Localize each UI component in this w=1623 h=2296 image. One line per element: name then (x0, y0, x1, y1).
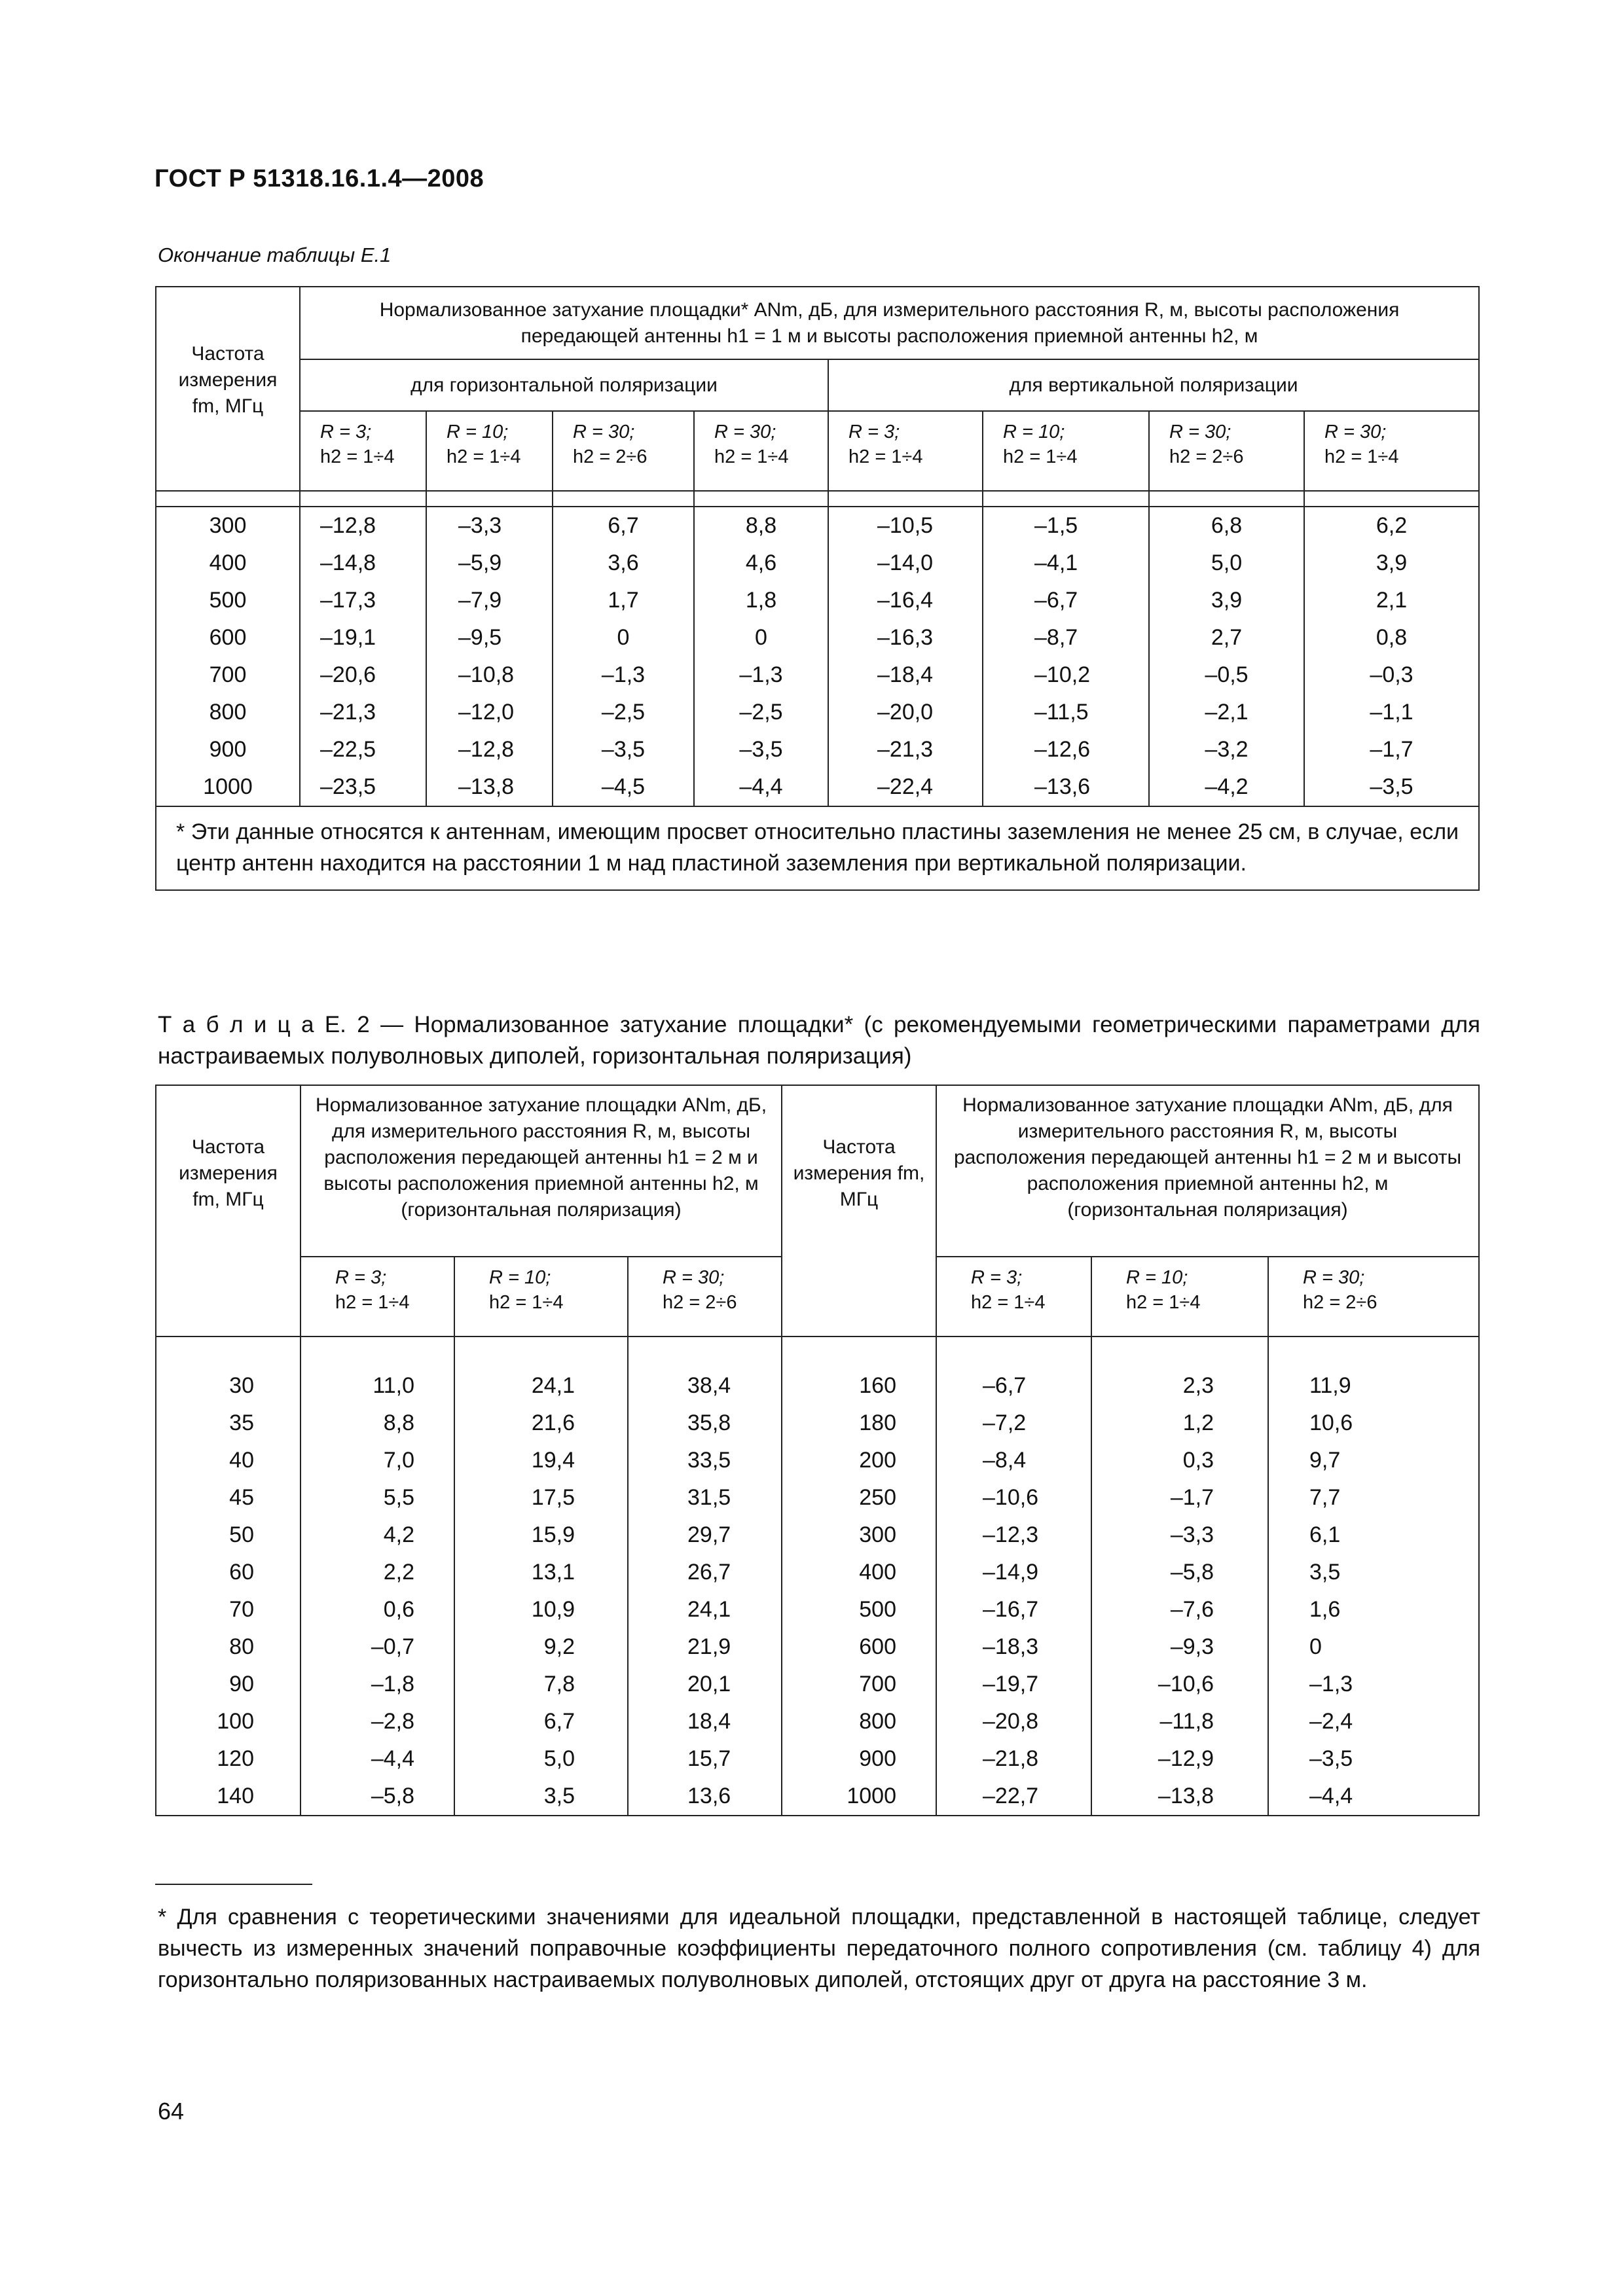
table-cell: 9,7 (1309, 1448, 1341, 1473)
table-cell: –2,5 (553, 694, 694, 731)
t1-subheader (300, 411, 426, 491)
table-cell: 2,1 (1304, 582, 1479, 619)
table-cell: –1,7 (1170, 1485, 1214, 1510)
table-cell: 1,6 (1309, 1597, 1341, 1622)
t2-column-cell (1091, 1336, 1268, 1816)
table-cell: –2,4 (1309, 1709, 1353, 1734)
table-cell: –5,8 (371, 1784, 414, 1808)
main-header: Нормализованное затухание площадки* ANm, дБ, для измерительного расстояния R, м, высоты расположения передающей антенны h1 = 1 м и высоты расположения приемной антенны h2, м (300, 287, 1479, 359)
t1-subheader (1304, 411, 1479, 491)
table-cell: –21,3 (828, 731, 983, 768)
table-cell: 300 (156, 507, 300, 545)
t2-subheader-r: R = 30; (663, 1267, 725, 1288)
table-cell: 2,7 (1149, 619, 1304, 656)
table-cell: –3,5 (553, 731, 694, 768)
table-cell: 20,1 (687, 1672, 731, 1696)
table-cell: –6,7 (983, 582, 1149, 619)
table-cell: 3,5 (543, 1784, 575, 1808)
table-cell: 35,8 (687, 1410, 731, 1435)
t2-subheader-r: R = 3; (335, 1267, 387, 1288)
table-cell: 24,1 (687, 1597, 731, 1622)
table-cell: 1000 (156, 768, 300, 806)
table2-caption: Т а б л и ц а Е. 2 — Нормализованное затухание площадки* (с рекомендуемыми геометрическими параметрами для настраиваемых полуволновых диполей, горизонтальная поляризация) (158, 1012, 1480, 1069)
table-cell: –7,6 (1170, 1597, 1214, 1622)
table-cell: –14,9 (983, 1560, 1039, 1585)
table-cell: 1,7 (553, 582, 694, 619)
table-cell: –3,5 (1304, 768, 1479, 806)
t1-subheader-h: h2 = 2÷6 (573, 446, 647, 467)
table-cell: 9,2 (543, 1634, 575, 1659)
table-cell: –2,5 (694, 694, 828, 731)
table-cell: –12,9 (1158, 1746, 1214, 1771)
t1-subheader-h: h2 = 1÷4 (447, 446, 521, 467)
t2-main-header-right: Нормализованное затухание площадки ANm, дБ, для измерительного расстояния R, м, высоты расположения передающей антенны h1 = 2 м и высоты расположения приемной антенны h2, м (горизонтальная поляризация) (936, 1085, 1479, 1257)
table-cell: –10,8 (426, 656, 553, 694)
t2-freq-header-left-cell (156, 1085, 301, 1336)
t1-subheader-r: R = 10; (1003, 422, 1065, 442)
table-cell: –12,8 (426, 731, 553, 768)
table-cell: –14,8 (300, 545, 426, 582)
table-cell: –5,8 (1170, 1560, 1214, 1585)
t2-column-cell (301, 1336, 454, 1816)
table-cell: 30 (229, 1373, 254, 1398)
t1-subheader-h: h2 = 1÷4 (1324, 446, 1399, 467)
t1-gap-cell (426, 491, 553, 507)
t1-gap-cell (553, 491, 694, 507)
table-cell: –4,4 (1309, 1784, 1353, 1808)
table-cell: 6,8 (1149, 507, 1304, 545)
page-number: 64 (158, 2098, 185, 2125)
table-cell: –11,5 (983, 694, 1149, 731)
t1-subheader-r: R = 30; (573, 422, 635, 442)
table-cell: –3,5 (694, 731, 828, 768)
table-cell: –0,5 (1149, 656, 1304, 694)
table-cell: –2,1 (1149, 694, 1304, 731)
table-row (156, 545, 1479, 582)
table-cell: –13,8 (426, 768, 553, 806)
table-cell: 1,8 (694, 582, 828, 619)
table-cell: –12,6 (983, 731, 1149, 768)
table-cell: –14,0 (828, 545, 983, 582)
t1-subheader (828, 411, 983, 491)
t2-column-cell (454, 1336, 628, 1816)
t2-column-cell (628, 1336, 782, 1816)
t2-subheader-r: R = 3; (971, 1267, 1023, 1288)
table-cell: 400 (156, 545, 300, 582)
t2-subheader-h: h2 = 1÷4 (489, 1292, 564, 1313)
table-cell: 7,0 (383, 1448, 414, 1473)
table-cell: –3,2 (1149, 731, 1304, 768)
t1-gap-cell (983, 491, 1149, 507)
table-cell: 200 (859, 1448, 896, 1473)
table-cell: 33,5 (687, 1448, 731, 1473)
table-cell: –3,3 (426, 507, 553, 545)
table-cell: –3,3 (1170, 1522, 1214, 1547)
t1-subheader-h: h2 = 1÷4 (1003, 446, 1078, 467)
table-cell: –18,4 (828, 656, 983, 694)
table-cell: 21,6 (531, 1410, 575, 1435)
table-cell: –4,1 (983, 545, 1149, 582)
t1-subheader-r: R = 30; (1324, 422, 1387, 442)
t1-subheader (1149, 411, 1304, 491)
group-horizontal-header: для горизонтальной поляризации (300, 359, 828, 411)
t1-subheader-h: h2 = 1÷4 (848, 446, 923, 467)
t1-subheader-r: R = 3; (320, 422, 372, 442)
t1-subheader-h: h2 = 2÷6 (1169, 446, 1244, 467)
t1-subheader-r: R = 30; (714, 422, 776, 442)
t1-gap-cell (1304, 491, 1479, 507)
table-cell: –17,3 (300, 582, 426, 619)
table-cell: –3,5 (1309, 1746, 1353, 1771)
table-cell: 18,4 (687, 1709, 731, 1734)
table-cell: –8,7 (983, 619, 1149, 656)
table-cell: 80 (229, 1634, 254, 1659)
table-cell: 120 (217, 1746, 254, 1771)
table-cell: –0,3 (1304, 656, 1479, 694)
table-cell: 15,7 (687, 1746, 731, 1771)
t2-subheader-h: h2 = 1÷4 (971, 1292, 1046, 1313)
table-cell: 140 (217, 1784, 254, 1808)
table-cell: 70 (229, 1597, 254, 1622)
t1-subheader-r: R = 10; (447, 422, 509, 442)
t2-column-cell (156, 1336, 301, 1816)
table-cell: 19,4 (531, 1448, 575, 1473)
t1-subheader-r: R = 3; (848, 422, 900, 442)
table-cell: 0 (694, 619, 828, 656)
table-cell: –1,8 (371, 1672, 414, 1696)
table-cell: 5,5 (383, 1485, 414, 1510)
table-cell: –19,7 (983, 1672, 1039, 1696)
table-cell: 800 (156, 694, 300, 731)
table-cell: 38,4 (687, 1373, 731, 1398)
t1-gap-cell (828, 491, 983, 507)
t1-subheader (553, 411, 694, 491)
table-cell: 10,9 (531, 1597, 575, 1622)
table-row (156, 582, 1479, 619)
table-cell: 17,5 (531, 1485, 575, 1510)
t1-subheader-h: h2 = 1÷4 (320, 446, 395, 467)
t2-subheader (628, 1257, 782, 1336)
table-cell: –4,4 (371, 1746, 414, 1771)
table-cell: 400 (859, 1560, 896, 1585)
table-cell: 6,7 (553, 507, 694, 545)
table-cell: –0,7 (371, 1634, 414, 1659)
t2-subheader (1091, 1257, 1268, 1336)
table-cell: 21,9 (687, 1634, 731, 1659)
table-cell: 0,8 (1304, 619, 1479, 656)
table-cell: –10,6 (1158, 1672, 1214, 1696)
t1-gap-cell (156, 491, 300, 507)
table-cell: 45 (229, 1485, 254, 1510)
t1-gap-cell (694, 491, 828, 507)
table-cell: 13,1 (531, 1560, 575, 1585)
table-cell: –21,3 (300, 694, 426, 731)
table-cell: 3,5 (1309, 1560, 1341, 1585)
t2-freq-header-right: Частота измерения fm, МГц (793, 1136, 925, 1210)
table-cell: 600 (859, 1634, 896, 1659)
table-cell: 250 (859, 1485, 896, 1510)
t2-main-header-left: Нормализованное затухание площадки ANm, дБ, для измерительного расстояния R, м, высоты расположения передающей антенны h1 = 2 м и высоты расположения приемной антенны h2, м (горизонтальная поляризация) (301, 1085, 782, 1257)
freq-header-cell (156, 287, 300, 491)
table-cell: –5,9 (426, 545, 553, 582)
table-cell: –4,2 (1149, 768, 1304, 806)
table-cell: 8,8 (383, 1410, 414, 1435)
table-cell: –10,6 (983, 1485, 1039, 1510)
table-cell: –20,0 (828, 694, 983, 731)
table-row (156, 731, 1479, 768)
table-cell: 4,6 (694, 545, 828, 582)
table-cell: 300 (859, 1522, 896, 1547)
table-cell: –10,2 (983, 656, 1149, 694)
t1-subheader (426, 411, 553, 491)
t2-subheader (936, 1257, 1091, 1336)
freq-header: Частота измерения fm, МГц (178, 343, 278, 417)
table-cell: –1,3 (553, 656, 694, 694)
table-cell: 2,2 (383, 1560, 414, 1585)
table-cell: 24,1 (531, 1373, 575, 1398)
table-cell: 40 (229, 1448, 254, 1473)
table-cell: 1,2 (1182, 1410, 1214, 1435)
table-cell: 800 (859, 1709, 896, 1734)
t2-subheader-h: h2 = 1÷4 (1126, 1292, 1201, 1313)
table-cell: 10,6 (1309, 1410, 1353, 1435)
t1-subheader (694, 411, 828, 491)
table-cell: 100 (217, 1709, 254, 1734)
table-cell: –22,4 (828, 768, 983, 806)
t2-subheader-h: h2 = 2÷6 (1303, 1292, 1377, 1313)
table-cell: 26,7 (687, 1560, 731, 1585)
table-cell: 900 (859, 1746, 896, 1771)
table-cell: –7,2 (983, 1410, 1027, 1435)
table-cell: 500 (156, 582, 300, 619)
table-cell: 8,8 (694, 507, 828, 545)
t1-gap-cell (300, 491, 426, 507)
t1-gap-cell (1149, 491, 1304, 507)
table-e1 (155, 286, 1480, 891)
table-cell: 90 (229, 1672, 254, 1696)
table-row (156, 507, 1479, 545)
table-cell: 29,7 (687, 1522, 731, 1547)
table-cell: 60 (229, 1560, 254, 1585)
table-cell: 15,9 (531, 1522, 575, 1547)
table-cell: –22,7 (983, 1784, 1039, 1808)
table-cell: –10,5 (828, 507, 983, 545)
table1-caption: Окончание таблицы Е.1 (158, 243, 392, 266)
document-header: ГОСТ Р 51318.16.1.4—2008 (155, 165, 484, 192)
table-cell: –1,7 (1304, 731, 1479, 768)
t2-subheader-r: R = 10; (489, 1267, 551, 1288)
table-row (156, 768, 1479, 806)
table-cell: 3,9 (1304, 545, 1479, 582)
table-cell: 700 (859, 1672, 896, 1696)
group-vertical-header: для вертикальной поляризации (828, 359, 1479, 411)
table-cell: 0 (553, 619, 694, 656)
table-cell: –7,9 (426, 582, 553, 619)
t2-freq-header-right-cell (782, 1085, 936, 1336)
table-cell: 2,3 (1182, 1373, 1214, 1398)
table-row (156, 619, 1479, 656)
t1-subheader (983, 411, 1149, 491)
table-cell: –11,8 (1159, 1709, 1214, 1734)
table-cell: –9,3 (1170, 1634, 1214, 1659)
table-cell: 180 (859, 1410, 896, 1435)
table-e2 (155, 1085, 1480, 1816)
table-cell: 900 (156, 731, 300, 768)
t1-subheader-h: h2 = 1÷4 (714, 446, 789, 467)
table-cell: 5,0 (543, 1746, 575, 1771)
table-cell: 7,8 (543, 1672, 575, 1696)
t2-column-cell (1268, 1336, 1479, 1816)
table-cell: 11,0 (373, 1373, 414, 1398)
table-cell: 6,2 (1304, 507, 1479, 545)
table-cell: 500 (859, 1597, 896, 1622)
table-cell: –12,3 (983, 1522, 1039, 1547)
table1-note: * Эти данные относятся к антеннам, имеющим просвет относительно пластины заземления не менее 25 см, в случае, если центр антенн находится на расстоянии 1 м над пластиной заземления при вертикальной поляризации. (156, 806, 1479, 890)
footnote: * Для сравнения с теоретическими значениями для идеальной площадки, представленной в настоящей таблице, следует вычесть из измеренных значений поправочные коэффициенты передаточного полного сопротивления (см. таблицу 4) для горизонтально поляризованных настраиваемых полуволновых диполей, отстоящих друг от друга на расстояние 3 м. (158, 1905, 1480, 1992)
table-cell: 0,3 (1182, 1448, 1214, 1473)
table-cell: –6,7 (983, 1373, 1027, 1398)
table-cell: –1,1 (1304, 694, 1479, 731)
t2-column-cell (782, 1336, 936, 1816)
table-cell: 31,5 (687, 1485, 731, 1510)
table-cell: 600 (156, 619, 300, 656)
table-cell: –20,8 (983, 1709, 1039, 1734)
t1-gap-row (156, 491, 1479, 507)
table-cell: 7,7 (1309, 1485, 1341, 1510)
table-cell: 6,1 (1309, 1522, 1341, 1547)
table-cell: –1,3 (694, 656, 828, 694)
table-cell: –9,5 (426, 619, 553, 656)
table-cell: –13,8 (1158, 1784, 1214, 1808)
table-cell: 5,0 (1149, 545, 1304, 582)
table-cell: –21,8 (983, 1746, 1039, 1771)
table-cell: 6,7 (543, 1709, 575, 1734)
footnote-rule (155, 1884, 312, 1885)
table-cell: –19,1 (300, 619, 426, 656)
table-cell: 160 (859, 1373, 896, 1398)
t2-subheader-r: R = 10; (1126, 1267, 1188, 1288)
table-cell: 11,9 (1309, 1373, 1351, 1398)
t2-subheader (454, 1257, 628, 1336)
table-cell: 0 (1309, 1634, 1322, 1659)
table-cell: –1,5 (983, 507, 1149, 545)
table-cell: –16,4 (828, 582, 983, 619)
table-cell: 3,9 (1149, 582, 1304, 619)
table-cell: –12,0 (426, 694, 553, 731)
table-cell: 3,6 (553, 545, 694, 582)
t2-subheader-h: h2 = 2÷6 (663, 1292, 737, 1313)
table-cell: –16,7 (983, 1597, 1039, 1622)
t1-subheader-r: R = 30; (1169, 422, 1231, 442)
table-cell: –20,6 (300, 656, 426, 694)
t2-subheader-r: R = 30; (1303, 1267, 1365, 1288)
table-cell: 1000 (847, 1784, 896, 1808)
t2-freq-header-left: Частота измерения fm, МГц (179, 1136, 278, 1210)
t2-column-cell (936, 1336, 1091, 1816)
table-row (156, 694, 1479, 731)
table-cell: –1,3 (1309, 1672, 1353, 1696)
table-cell: 50 (229, 1522, 254, 1547)
table-cell: 0,6 (383, 1597, 414, 1622)
table-cell: –12,8 (300, 507, 426, 545)
table-cell: –8,4 (983, 1448, 1027, 1473)
table-cell: –16,3 (828, 619, 983, 656)
table-cell: –18,3 (983, 1634, 1039, 1659)
table-cell: 13,6 (687, 1784, 731, 1808)
table-cell: 4,2 (383, 1522, 414, 1547)
table-cell: 35 (229, 1410, 254, 1435)
table-cell: –2,8 (371, 1709, 414, 1734)
table-cell: 700 (156, 656, 300, 694)
table-cell: –13,6 (983, 768, 1149, 806)
table-cell: –23,5 (300, 768, 426, 806)
t2-subheader (1268, 1257, 1479, 1336)
t2-subheader-h: h2 = 1÷4 (335, 1292, 410, 1313)
t2-subheader (301, 1257, 454, 1336)
table-row (156, 656, 1479, 694)
table-cell: –4,5 (553, 768, 694, 806)
table-cell: –4,4 (694, 768, 828, 806)
table-cell: –22,5 (300, 731, 426, 768)
